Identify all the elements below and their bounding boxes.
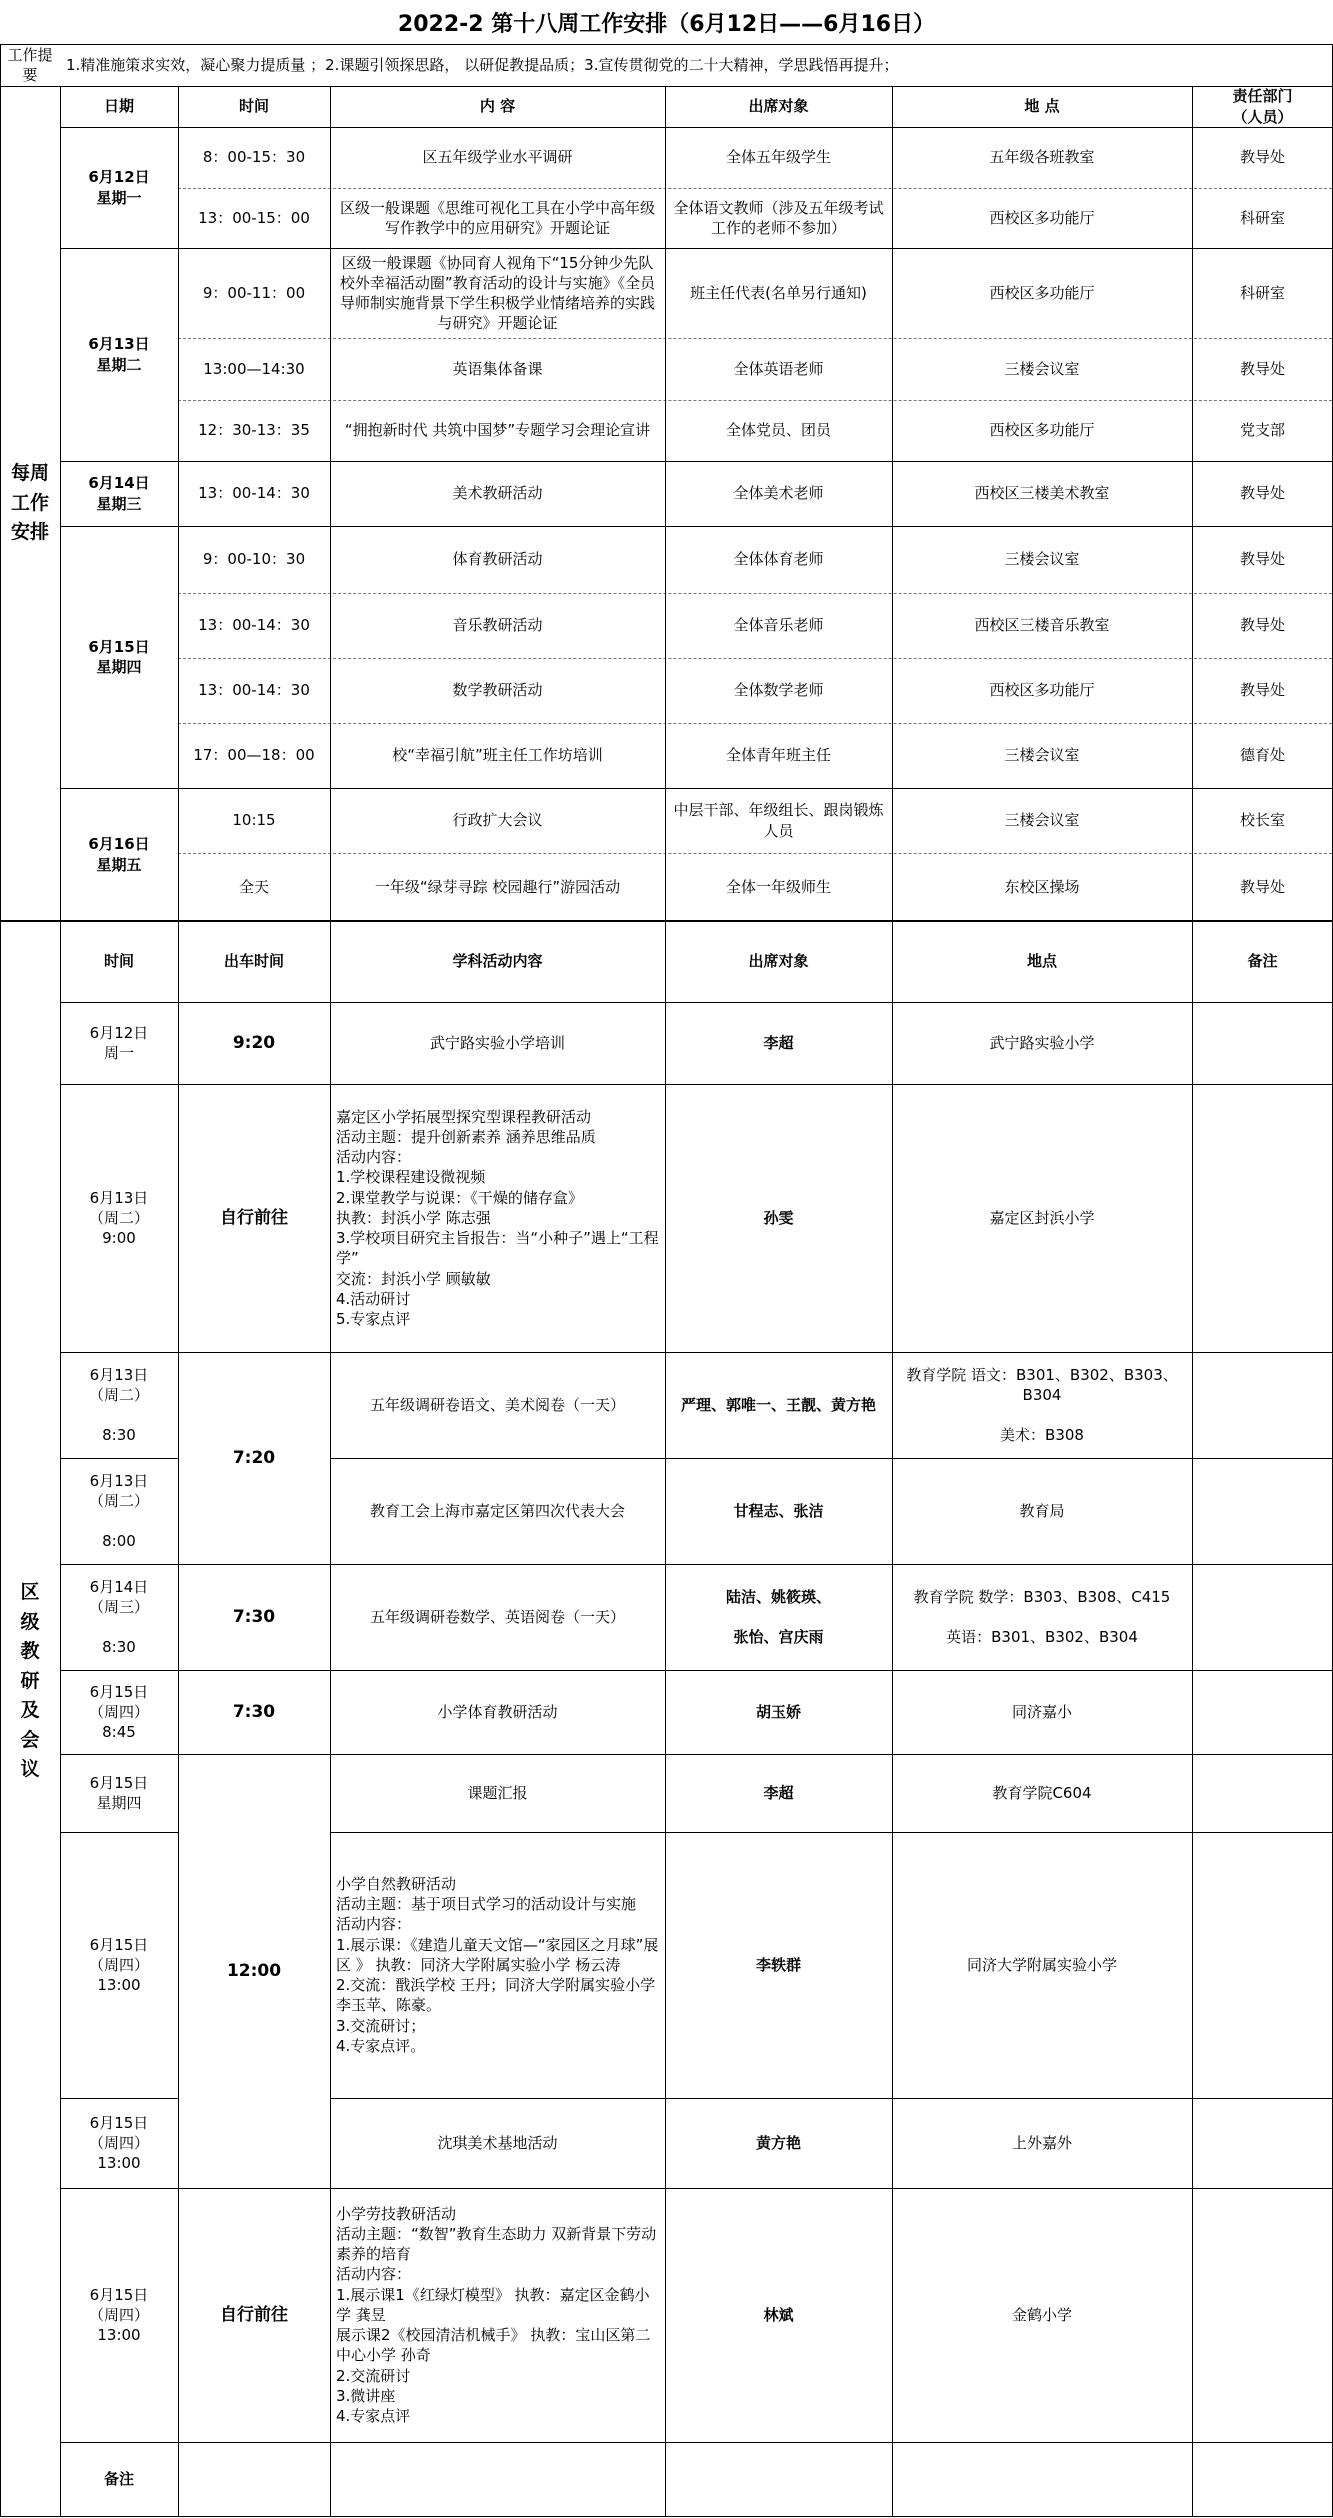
event-place: 西校区多功能厅 [989,208,1095,227]
departure-time: 12:00 [226,1960,282,1981]
event-content: 一年级“绿芽寻踪 校园趣行”游园活动 [374,877,621,896]
activity-note [1192,1458,1333,1564]
activity-date: 6月14日 （周三） 8:30 [88,1577,149,1657]
activity-content: 小学体育教研活动 [437,1702,558,1721]
day-date: 6月15日 星期四 [88,637,150,676]
header-date: 日期 [103,97,134,116]
grid-line [60,2442,1333,2443]
grid-line [178,921,179,2517]
event-time: 10:15 [232,811,276,830]
event-attendees: 中层干部、年级组长、跟岗锻炼人员 [673,801,884,840]
event-place: 东校区操场 [1004,877,1080,896]
event-dept: 党支部 [1239,421,1285,440]
event-content: 体育教研活动 [452,550,543,569]
event-dept: 科研室 [1239,283,1285,302]
grid-line [0,86,1333,87]
grid-line [330,1832,1333,1833]
header-content: 内 容 [479,97,516,116]
grid-line [330,1564,1333,1565]
event-attendees: 全体美术老师 [733,484,824,503]
grid-line [60,248,1333,249]
activity-date: 6月15日 （周四） 13:00 [88,2285,149,2345]
activity-attendees: 李轶群 [755,1955,801,1974]
day-date: 6月13日 星期二 [88,335,150,374]
event-place: 西校区多功能厅 [989,421,1095,440]
grid-line [1192,921,1193,2517]
event-attendees: 全体青年班主任 [725,746,831,765]
event-content: 区五年级学业水平调研 [422,148,573,167]
event-time: 13：00-14：30 [198,484,310,503]
grid-line [60,2188,178,2189]
grid-line [178,1670,330,1671]
activity-content: 五年级调研卷语文、美术阅卷（一天） [369,1395,625,1414]
activity-place: 教育局 [1019,1501,1065,1520]
activity-place: 嘉定区封浜小学 [989,1208,1095,1227]
grid-line [178,86,179,921]
event-time: 17：00—18：00 [193,746,315,765]
summary-label: 工作提要 [7,45,53,84]
departure-time: 7:30 [232,1701,276,1722]
event-place: 西校区多功能厅 [989,681,1095,700]
event-dept: 校长室 [1239,811,1285,830]
grid-line [60,1352,178,1353]
event-attendees: 全体五年级学生 [725,148,831,167]
grid-line [330,1352,1333,1353]
activity-attendees: 林斌 [763,2305,794,2324]
header-time: 时间 [238,97,269,116]
grid-line [60,461,1333,462]
grid-line [60,127,1333,128]
event-dept: 德育处 [1239,746,1285,765]
activity-date: 6月12日 周一 [89,1023,149,1062]
weekly-side-label: 每周 工作 安排 [10,462,49,544]
activity-content: 小学劳技教研活动 活动主题：“数智”教育生态助力 双新背景下劳动素养的培育 活动内容： 1.展示课1《红绿灯模型》 执教：嘉定区金鹤小学 龚昱 展示课2《校园清洁机械手》 执教：宝山区第二中心小学 孙奇 2.交流研讨 3.微讲座 4.专家点评 [336,2204,657,2426]
event-attendees: 全体一年级师生 [725,877,831,896]
day-date: 6月12日 星期一 [88,168,150,207]
summary-text: 1.精准施策求实效，凝心聚力提质量 ；2.课题引领探思路， 以研促教提品质；3.宣传贯彻党的二十大精神，学思践悟再提升； [66,55,899,74]
activity-content: 五年级调研卷数学、英语阅卷（一天） [369,1607,625,1626]
grid-line [665,921,666,2517]
activity-place: 教育学院 数学：B303、B308、C415 英语：B301、B302、B304 [913,1587,1171,1647]
activity-note [1192,1002,1333,1084]
grid-line [60,2098,178,2099]
grid-line [60,526,1333,527]
event-dept: 教导处 [1239,877,1285,896]
grid-line [330,2098,1333,2099]
grid-line [178,2188,330,2189]
departure-time: 7:20 [232,1447,276,1468]
event-content: “拥抱新时代 共筑中国梦”专题学习会理论宣讲 [344,421,651,440]
grid-line [60,1754,178,1755]
activity-note [1192,1352,1333,1458]
event-dept: 教导处 [1239,359,1285,378]
grid-line [665,86,666,921]
activity-place: 金鹤小学 [1011,2305,1072,2324]
header-attendees: 出席对象 [748,97,809,116]
event-place: 西校区三楼美术教室 [974,484,1110,503]
grid-line [0,2516,1333,2517]
activity-date: 6月15日 （周四） 8:45 [88,1682,149,1742]
grid-line [330,86,331,921]
activity-place: 武宁路实验小学 [989,1033,1095,1052]
event-place: 西校区多功能厅 [989,283,1095,302]
grid-line [60,1832,178,1833]
activity-note [1192,2188,1333,2442]
activity-note [1192,2098,1333,2188]
activity-attendees: 黄方艳 [755,2133,801,2152]
header-departure: 出车时间 [223,952,284,971]
event-attendees: 班主任代表(名单另行通知) [690,283,867,302]
event-content: 行政扩大会议 [452,811,543,830]
activity-attendees: 陆洁、姚筱瑛、 张怡、宫庆雨 [725,1587,831,1647]
activity-attendees: 甘程志、张洁 [733,1501,824,1520]
remarks-label: 备注 [103,2469,134,2488]
activity-note [1192,1832,1333,2098]
event-time: 13：00-15：00 [198,208,310,227]
activity-attendees: 胡玉娇 [755,1702,801,1721]
event-dept: 教导处 [1239,484,1285,503]
activity-content: 嘉定区小学拓展型探究型课程教研活动 活动主题：提升创新素养 涵养思维品质 活动内容： 1.学校课程建设微视频 2.课堂教学与说课：《干燥的储存盒》 执教：封浜小学 陈志强 3.学校项目研究主旨报告：当“小种子”遇上“工程学” 交流：封浜小学 顾敏敏 4.活动研讨 5.专家点评 [336,1107,659,1329]
activity-attendees: 李超 [763,1783,794,1802]
header-attendees: 出席对象 [748,952,809,971]
grid-line [60,1458,178,1459]
event-dept: 科研室 [1239,208,1285,227]
activity-note [1192,1670,1333,1754]
event-time: 12：30-13：35 [198,421,310,440]
activity-content: 武宁路实验小学培训 [429,1033,565,1052]
event-time: 全天 [238,877,269,896]
event-attendees: 全体数学老师 [733,681,824,700]
activity-date: 6月13日 （周二） 9:00 [88,1188,149,1248]
grid-line [60,1002,1333,1003]
activity-date: 6月13日 （周二） 8:30 [88,1365,149,1445]
header-place: 地 点 [1024,97,1060,116]
grid-line [60,1084,178,1085]
grid-line [178,1352,330,1353]
activity-place: 上外嘉外 [1011,2133,1072,2152]
event-content: 美术教研活动 [452,484,543,503]
grid-line [60,921,61,2517]
activity-place: 教育学院 语文：B301、B302、B303、B304 美术：B308 [906,1365,1178,1445]
activity-date: 6月15日 （周四） 13:00 [88,1935,149,1995]
section-divider [0,920,1333,922]
event-time: 8：00-15：30 [202,148,306,167]
event-dept: 教导处 [1239,148,1285,167]
header-place: 地点 [1026,952,1057,971]
grid-line [1192,86,1193,921]
event-place: 三楼会议室 [1004,359,1080,378]
event-attendees: 全体党员、团员 [725,421,831,440]
grid-line [0,44,1,2517]
grid-line [330,1458,1333,1459]
activity-place: 同济嘉小 [1011,1702,1072,1721]
header-dept: 责任部门 （人员） [1232,87,1293,126]
event-attendees: 全体音乐老师 [733,616,824,635]
header-activity: 学科活动内容 [452,952,543,971]
activity-date: 6月13日 （周二） 8:00 [88,1471,149,1551]
event-time: 13：00-14：30 [198,681,310,700]
grid-line [60,1670,178,1671]
event-dept: 教导处 [1239,550,1285,569]
grid-line [60,86,61,921]
event-time: 9：00-11：00 [202,283,306,302]
district-side-label: 区 级 教 研 及 会 议 [20,1581,40,1781]
event-time: 13:00—14:30 [203,359,305,378]
header-note: 备注 [1247,952,1278,971]
event-dept: 教导处 [1239,681,1285,700]
event-time: 9：00-10：30 [202,550,306,569]
departure-time: 自行前往 [220,1207,288,1228]
event-dept: 教导处 [1239,616,1285,635]
grid-line [330,1670,1333,1671]
event-content: 数学教研活动 [452,681,543,700]
activity-attendees: 孙雯 [763,1208,794,1227]
departure-time: 9:20 [232,1032,276,1053]
activity-content: 课题汇报 [467,1783,528,1802]
grid-line [60,788,1333,789]
activity-note [1192,1564,1333,1670]
event-content: 英语集体备课 [452,359,543,378]
grid-line [892,921,893,2517]
event-content: 区级一般课题《协同育人视角下“15分钟少先队校外幸福活动圈”教育活动的设计与实施》《全员导师制实施背景下学生积极学业情绪培养的实践与研究》开题论证 [339,253,656,333]
event-place: 西校区三楼音乐教室 [974,616,1110,635]
event-content: 区级一般课题《思维可视化工具在小学中高年级写作教学中的应用研究》开题论证 [339,198,655,237]
grid-line [330,1084,1333,1085]
event-time: 13：00-14：30 [198,616,310,635]
activity-content: 小学自然教研活动 活动主题：基于项目式学习的活动设计与实施 活动内容： 1.展示课：《建造儿童天文馆—“家园区之月球”展区 》 执教：同济大学附属实验小学 杨云涛 2.交流：戬浜学校 王丹；同济大学附属实验小学 李玉苹、陈豪。 3.交流研讨； 4.专家点评。 [336,1874,659,2055]
grid-line [178,1084,330,1085]
event-attendees: 全体体育老师 [733,550,824,569]
departure-time: 自行前往 [220,2304,288,2325]
activity-attendees: 严理、郭唯一、王靓、黄方艳 [680,1395,876,1414]
event-place: 三楼会议室 [1004,811,1080,830]
grid-line [0,44,1333,45]
day-date: 6月14日 星期三 [88,474,150,513]
grid-line [178,1564,330,1565]
activity-note [1192,1754,1333,1832]
activity-date: 6月15日 星期四 [89,1773,149,1812]
grid-line [330,921,331,2517]
event-place: 三楼会议室 [1004,550,1080,569]
event-attendees: 全体英语老师 [733,359,824,378]
activity-date: 6月15日 （周四） 13:00 [88,2113,149,2173]
activity-attendees: 李超 [763,1033,794,1052]
event-content: 音乐教研活动 [452,616,543,635]
grid-line [60,1564,178,1565]
header-time: 时间 [103,952,134,971]
event-attendees: 全体语文教师（涉及五年级考试工作的老师不参加） [673,198,884,237]
day-date: 6月16日 星期五 [88,835,150,874]
grid-line [892,86,893,921]
event-place: 三楼会议室 [1004,746,1080,765]
grid-line [330,1754,1333,1755]
grid-line [178,1754,330,1755]
activity-content: 教育工会上海市嘉定区第四次代表大会 [369,1501,625,1520]
activity-place: 同济大学附属实验小学 [966,1955,1117,1974]
activity-place: 教育学院C604 [992,1783,1092,1802]
activity-content: 沈琪美术基地活动 [437,2133,558,2152]
activity-note [1192,1084,1333,1352]
grid-line [330,2188,1333,2189]
event-place: 五年级各班教室 [989,148,1095,167]
departure-time: 7:30 [232,1606,276,1627]
event-content: 校“幸福引航”班主任工作坊培训 [392,746,603,765]
page-title: 2022-2 第十八周工作安排（6月12日——6月16日） [397,11,936,37]
